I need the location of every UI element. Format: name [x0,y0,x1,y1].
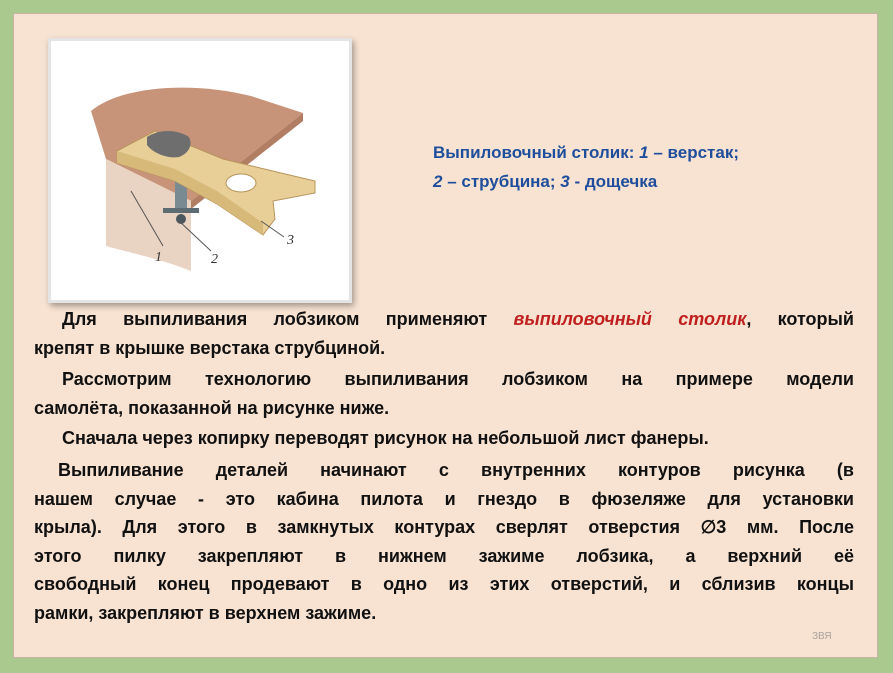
figure-caption: Выпиловочный столик: 1 – верстак; 2 – струбцина; 3 - дощечка [433,143,739,191]
label-1: 1 [155,250,162,265]
label-3: 3 [287,233,294,248]
paragraph-4: Выпиливание деталей начинают с внутренних контуров рисунка (в нашем случае - это кабина пилота и гнездо в фюзеляже для установки крыла). Для этого в замкнутых контурах сверлят отверстия ∅3 мм. После этого пилку закрепляют в нижнем зажиме лобзика, а верхний её свободный конец продевают в одно из этих отверстий, и сблизив концы рамки, закрепляют в верхнем зажиме. [34,460,854,623]
paragraph-1: Для выпиливания лобзиком применяют выпиловочный столик, который крепят в крышке верстака струбциной. [34,309,854,358]
bench-pin-drawing [51,41,349,300]
paragraph-3: Сначала через копирку переводят рисунок на небольшой лист фанеры. [62,428,709,448]
slide [13,13,878,658]
board-hole [226,174,256,192]
paragraph-2: Рассмотрим технологию выпиливания лобзиком на примере модели самолёта, показанной на рисунке ниже. [34,369,854,418]
workbench-illustration [48,38,352,303]
highlight-term: выпиловочный столик [513,309,747,329]
label-2: 2 [211,252,218,267]
watermark: ЗВЯ [812,631,832,642]
